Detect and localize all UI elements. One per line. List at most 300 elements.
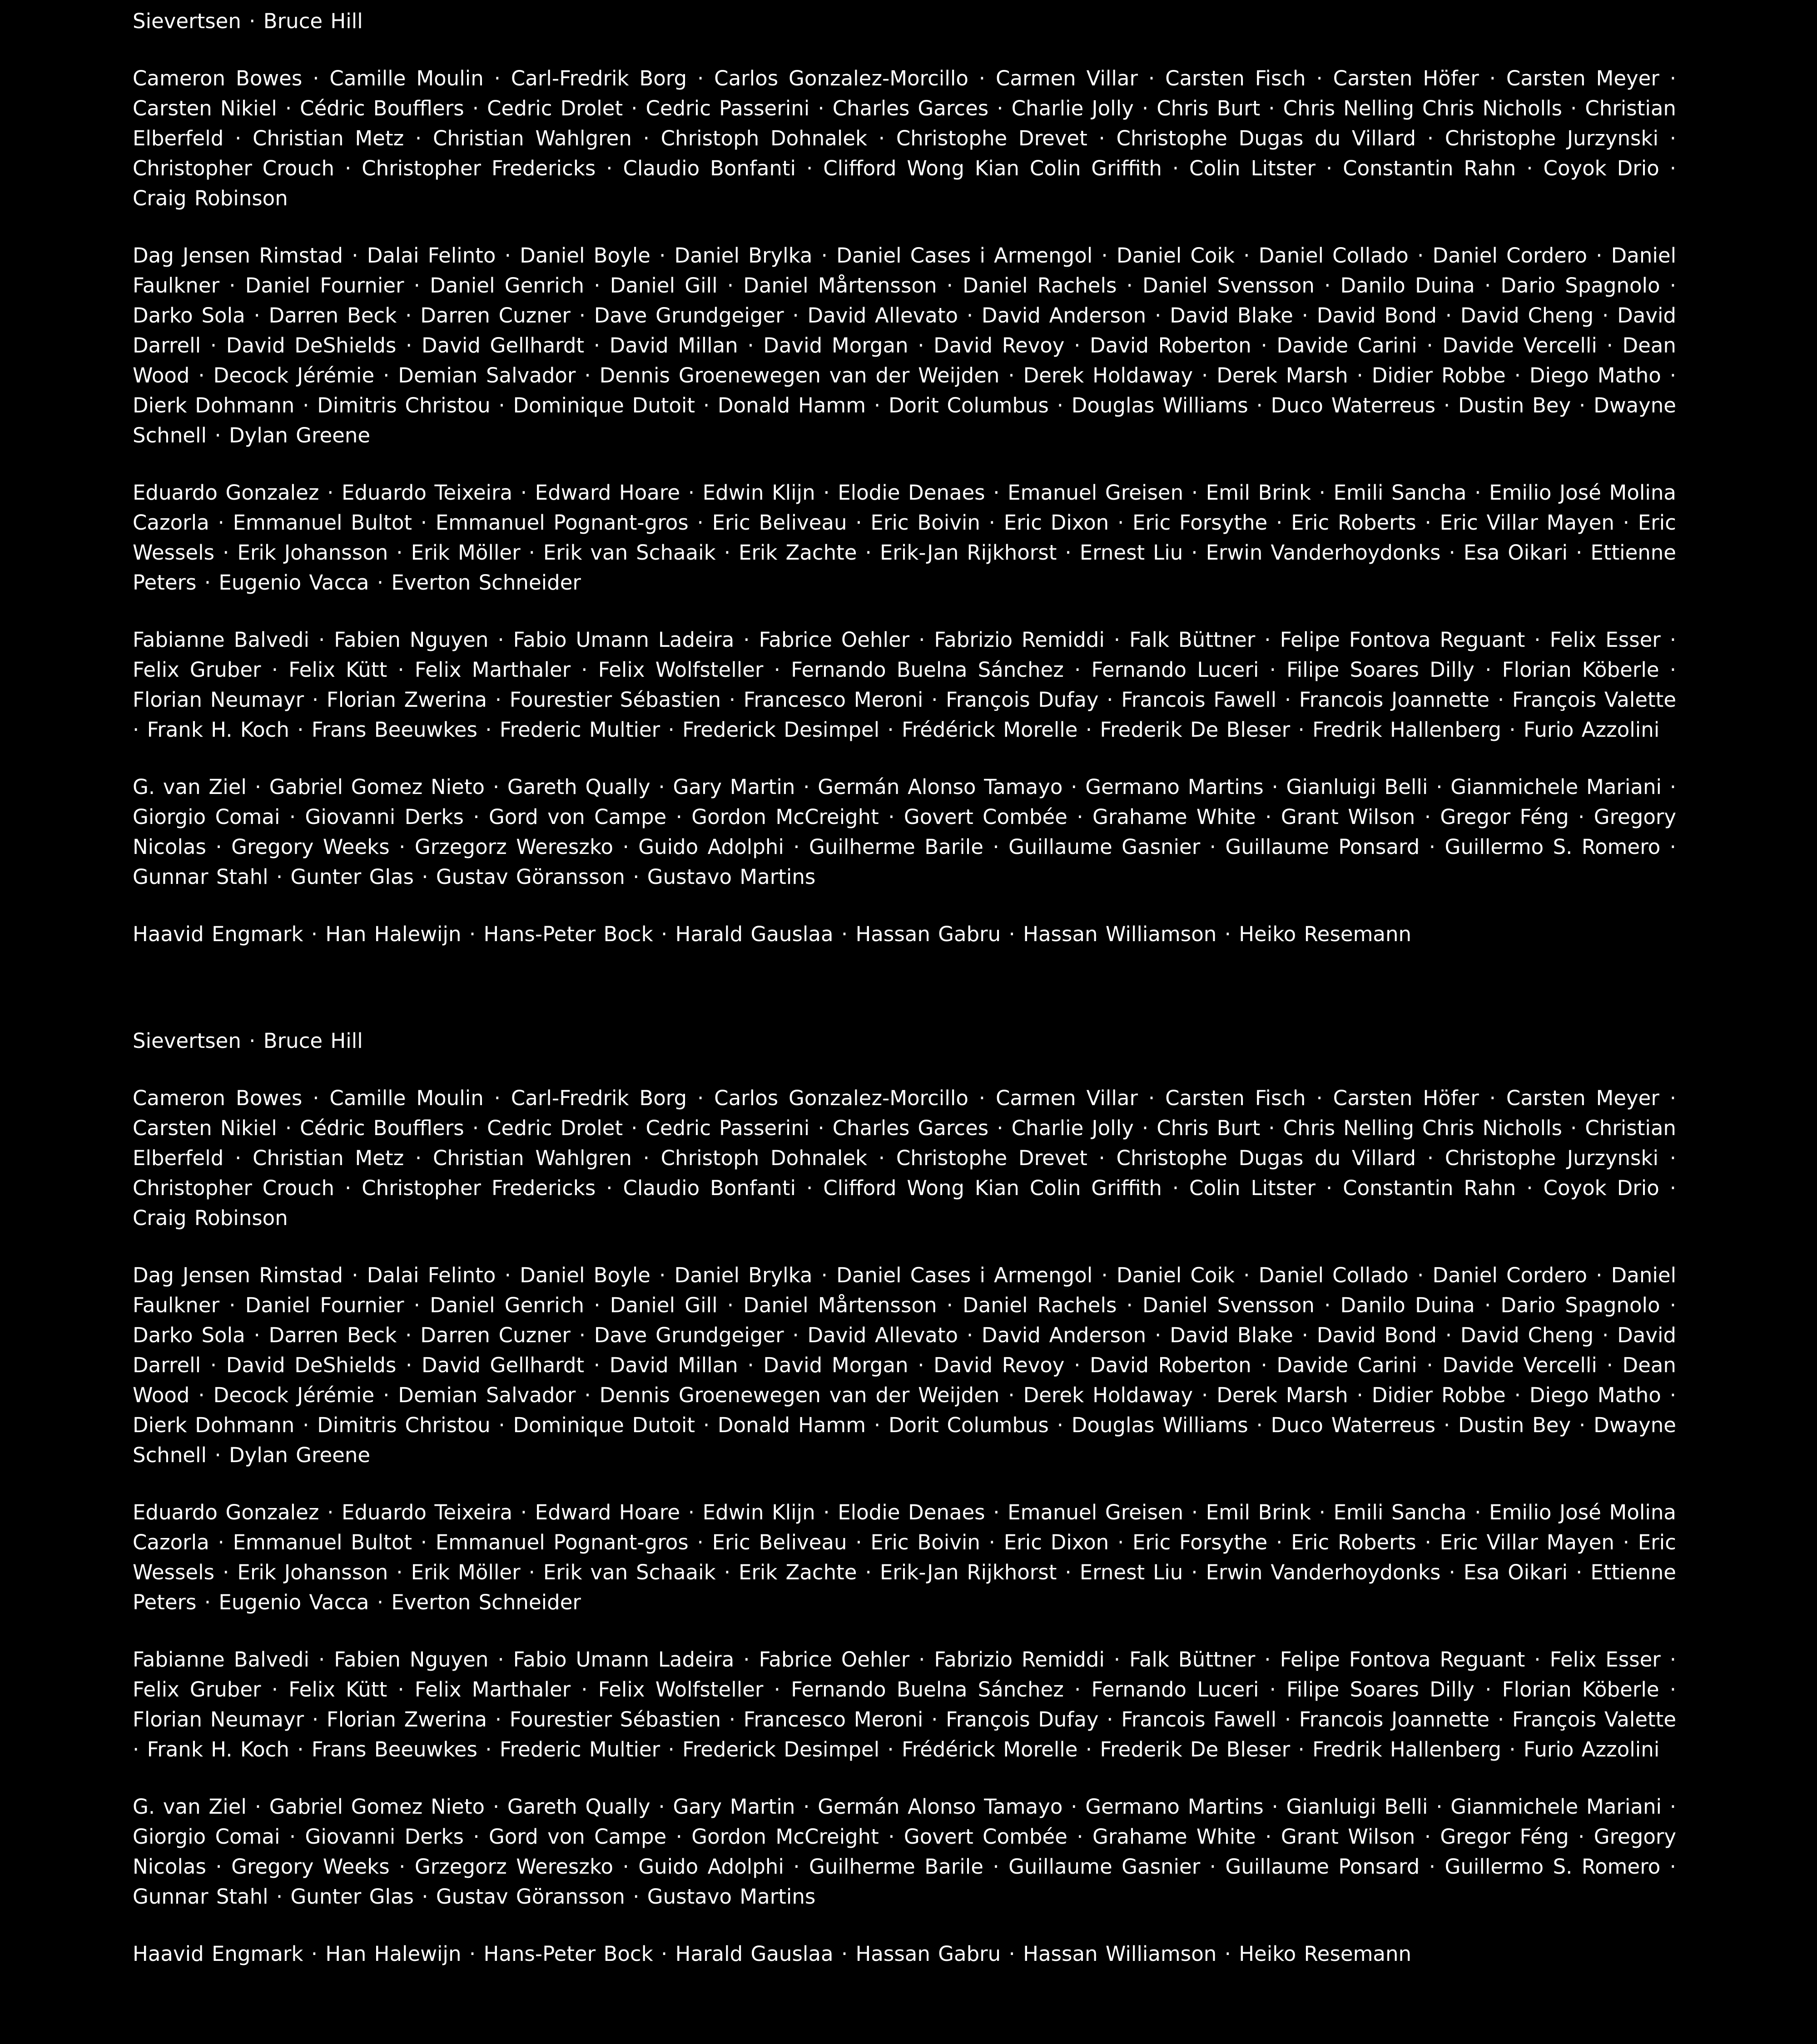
credit-name: Frans Beeuwkes: [311, 1737, 477, 1761]
name-separator: ·: [1260, 1116, 1283, 1140]
credit-name: David Millan: [609, 1353, 738, 1377]
credit-name: Chris Nelling Chris Nicholls: [1283, 96, 1562, 120]
credit-name: Dierk Dohmann: [133, 393, 295, 417]
credit-name: Dustin Bey: [1458, 393, 1571, 417]
name-separator: ·: [983, 1855, 1009, 1879]
credit-name: Erwin Vanderhoydonks: [1206, 541, 1441, 565]
name-separator: ·: [1571, 1413, 1594, 1437]
credit-name: Derek Holdaway: [1023, 1383, 1193, 1407]
credit-name: Hans-Peter Bock: [483, 922, 653, 946]
credit-name: Gunter Glas: [290, 1885, 414, 1909]
credit-name: Gunnar Stahl: [133, 865, 268, 889]
credit-name: Grant Wilson: [1281, 1825, 1415, 1849]
name-separator: ·: [303, 922, 326, 946]
credit-name: Daniel Fournier: [245, 273, 404, 298]
name-separator: ·: [908, 1353, 934, 1377]
name-separator: ·: [1062, 775, 1086, 799]
name-separator: ·: [133, 718, 147, 742]
name-separator: ·: [715, 541, 739, 565]
credit-name: Constantin Rahn: [1343, 156, 1516, 180]
credit-name: Cédric Boufflers: [300, 1116, 464, 1140]
name-separator: ·: [1137, 1086, 1166, 1110]
name-separator: ·: [1661, 1383, 1677, 1407]
credit-name: Francois Fawell: [1121, 1707, 1277, 1731]
credit-name: Francois Joannette: [1299, 1707, 1490, 1731]
credit-name: Gord von Campe: [489, 805, 667, 829]
credit-name: Daniel Collado: [1258, 1263, 1409, 1287]
name-separator: ·: [207, 1443, 229, 1467]
name-separator: ·: [1267, 511, 1291, 535]
credit-name: Guillaume Ponsard: [1225, 1855, 1420, 1879]
name-separator: ·: [999, 1383, 1023, 1407]
credits-paragraph: [133, 1026, 1676, 1056]
name-separator: ·: [1660, 1855, 1676, 1879]
credit-name: Dag Jensen Rimstad: [133, 243, 343, 268]
credit-name: Govert Combée: [904, 805, 1067, 829]
credit-name: Emanuel Greisen: [1008, 481, 1184, 505]
name-separator: ·: [613, 1855, 639, 1879]
credit-name: Didier Robbe: [1371, 1383, 1506, 1407]
name-separator: ·: [206, 1855, 232, 1879]
credit-name: Francesco Meroni: [743, 688, 923, 712]
credit-name: Cedric Drolet: [487, 96, 623, 120]
name-separator: ·: [1594, 1323, 1618, 1347]
name-separator: ·: [1315, 1176, 1343, 1200]
name-separator: ·: [280, 805, 305, 829]
credit-name: Daniel Mårtensson: [743, 1293, 937, 1317]
credit-name: David Anderson: [981, 303, 1147, 327]
name-separator: ·: [988, 1116, 1012, 1140]
name-separator: ·: [879, 805, 904, 829]
credit-name: Gunter Glas: [290, 865, 414, 889]
name-separator: ·: [1263, 775, 1286, 799]
credit-name: Filipe Soares Dilly: [1286, 658, 1474, 682]
name-separator: ·: [485, 1795, 507, 1819]
name-separator: ·: [389, 1855, 415, 1879]
credit-name: Daniel Genrich: [430, 1293, 585, 1317]
credit-name: Cedric Passerini: [645, 1116, 810, 1140]
credit-name: Furio Azzolini: [1523, 718, 1660, 742]
name-separator: ·: [720, 1707, 744, 1731]
credit-name: David Darrell: [133, 1323, 1677, 1377]
name-separator: ·: [660, 718, 683, 742]
credit-name: Everton Schneider: [391, 1590, 581, 1614]
credit-name: Darren Cuzner: [420, 1323, 571, 1347]
credit-name: Guido Adolphi: [638, 835, 784, 859]
name-separator: ·: [302, 1086, 330, 1110]
credit-name: Erik-Jan Rijkhorst: [879, 541, 1057, 565]
name-separator: ·: [302, 66, 330, 90]
name-separator: ·: [1067, 1825, 1092, 1849]
credit-name: Guillaume Gasnier: [1008, 1855, 1201, 1879]
credit-name: François Dufay: [946, 688, 1099, 712]
credit-name: Clifford Wong Kian Colin Griffith: [823, 1176, 1162, 1200]
credit-name: Carl-Fredrik Borg: [511, 66, 687, 90]
name-separator: ·: [1162, 1176, 1190, 1200]
credit-name: Emil Brink: [1206, 481, 1311, 505]
credit-name: Charles Garces: [832, 96, 989, 120]
name-separator: ·: [1314, 273, 1340, 298]
name-separator: ·: [1594, 303, 1618, 327]
credit-name: Hans-Peter Bock: [483, 1942, 653, 1966]
credit-name: Eric Villar Mayen: [1440, 511, 1614, 535]
credit-name: Gareth Qually: [507, 775, 650, 799]
credits-paragraph: [133, 6, 1676, 36]
credit-name: Emil Brink: [1206, 1500, 1311, 1524]
credit-name: Davide Carini: [1276, 1353, 1417, 1377]
credit-name: Carsten Nikiel: [133, 1116, 277, 1140]
credit-name: Dorit Columbus: [888, 393, 1049, 417]
name-separator: ·: [1162, 156, 1190, 180]
credit-name: David Roberton: [1090, 333, 1251, 357]
name-separator: ·: [1098, 688, 1122, 712]
name-separator: ·: [866, 393, 889, 417]
credit-name: Decock Jérémie: [213, 1383, 375, 1407]
credit-name: Ettienne Peters: [133, 541, 1676, 595]
name-separator: ·: [980, 1530, 1004, 1554]
name-separator: ·: [496, 1263, 520, 1287]
credit-name: Daniel Rachels: [963, 1293, 1117, 1317]
credit-name: Elodie Denaes: [838, 481, 985, 505]
credits-paragraph: [133, 625, 1676, 745]
credit-name: François Valette: [1512, 1707, 1677, 1731]
name-separator: ·: [717, 273, 744, 298]
credit-name: Erik Möller: [411, 1560, 521, 1584]
credit-name: Dean Wood: [133, 1353, 1676, 1407]
name-separator: ·: [613, 835, 639, 859]
credit-name: Daniel Faulkner: [133, 243, 1677, 298]
name-separator: ·: [206, 835, 232, 859]
credit-name: Fernando Buelna Sánchez: [791, 1677, 1064, 1702]
name-separator: ·: [1516, 156, 1544, 180]
credit-name: Hassan Williamson: [1023, 1942, 1217, 1966]
credits-paragraph: [133, 1792, 1676, 1912]
name-separator: ·: [1062, 1795, 1086, 1819]
credit-name: Cameron Bowes: [133, 66, 303, 90]
name-separator: ·: [650, 775, 673, 799]
name-separator: ·: [1255, 628, 1280, 652]
credit-name: Daniel Boyle: [520, 243, 650, 268]
name-separator: ·: [1109, 1530, 1133, 1554]
name-separator: ·: [584, 333, 610, 357]
name-separator: ·: [784, 1323, 808, 1347]
credit-name: Erik van Schaaik: [543, 1560, 716, 1584]
credit-name: Felix Wolfsteller: [598, 1677, 764, 1702]
credits-paragraph: [133, 64, 1676, 213]
credit-name: Gord von Campe: [489, 1825, 667, 1849]
name-separator: ·: [812, 243, 837, 268]
name-separator: ·: [369, 571, 392, 595]
name-separator: ·: [1248, 1413, 1271, 1437]
credit-name: Gary Martin: [673, 775, 795, 799]
name-separator: ·: [571, 1677, 598, 1702]
credit-name: Christian Elberfeld: [133, 96, 1676, 150]
credit-name: Carsten Höfer: [1333, 1086, 1479, 1110]
name-separator: ·: [1661, 1795, 1677, 1819]
name-separator: ·: [1569, 1825, 1594, 1849]
credit-name: Carsten Nikiel: [133, 96, 277, 120]
name-separator: ·: [1562, 96, 1585, 120]
credit-name: Emmanuel Pognant-gros: [435, 511, 689, 535]
credit-name: Dominique Dutoit: [513, 1413, 695, 1437]
credit-name: David Anderson: [981, 1323, 1147, 1347]
name-separator: ·: [487, 688, 510, 712]
name-separator: ·: [1440, 1560, 1464, 1584]
name-separator: ·: [1064, 333, 1090, 357]
name-separator: ·: [1146, 303, 1170, 327]
name-separator: ·: [1259, 658, 1287, 682]
credit-name: Hassan Williamson: [1023, 922, 1217, 946]
name-separator: ·: [1525, 628, 1550, 652]
name-separator: ·: [388, 1560, 411, 1584]
credit-name: Giovanni Derks: [305, 805, 464, 829]
name-separator: ·: [1077, 718, 1100, 742]
credit-name: Guillaume Ponsard: [1225, 835, 1420, 859]
credit-name: Bruce Hill: [263, 9, 363, 33]
credit-name: Gordon McCreight: [691, 805, 879, 829]
name-separator: ·: [1063, 1677, 1092, 1702]
name-separator: ·: [695, 1413, 718, 1437]
name-separator: ·: [1259, 1677, 1287, 1702]
credit-name: Florian Zwerina: [326, 1707, 487, 1731]
name-separator: ·: [387, 1677, 415, 1702]
name-separator: ·: [277, 96, 300, 120]
credit-name: Gary Martin: [673, 1795, 795, 1819]
credit-name: Sievertsen: [133, 9, 241, 33]
name-separator: ·: [763, 658, 791, 682]
credit-name: Filipe Soares Dilly: [1286, 1677, 1474, 1702]
credit-name: Dwayne Schnell: [133, 393, 1676, 447]
credit-name: Eric Dixon: [1003, 1530, 1109, 1554]
credit-name: David Cheng: [1460, 303, 1594, 327]
name-separator: ·: [512, 481, 535, 505]
credit-name: David Blake: [1170, 303, 1293, 327]
name-separator: ·: [1428, 1795, 1451, 1819]
credit-name: Edward Hoare: [535, 481, 680, 505]
name-separator: ·: [1659, 1677, 1676, 1702]
name-separator: ·: [334, 156, 362, 180]
name-separator: ·: [1133, 96, 1157, 120]
credit-name: Eric Beliveau: [712, 1530, 847, 1554]
name-separator: ·: [1659, 1176, 1677, 1200]
name-separator: ·: [209, 1530, 233, 1554]
name-separator: ·: [1251, 333, 1277, 357]
name-separator: ·: [387, 658, 415, 682]
credit-name: Christian Wahlgren: [432, 126, 632, 150]
name-separator: ·: [1569, 805, 1594, 829]
credits-paragraph: [133, 919, 1676, 949]
credit-name: Constantin Rahn: [1343, 1176, 1516, 1200]
name-separator: ·: [1415, 1825, 1440, 1849]
credit-name: Cedric Passerini: [645, 96, 810, 120]
name-separator: ·: [1067, 805, 1092, 829]
credit-name: Christopher Crouch: [133, 156, 335, 180]
name-separator: ·: [660, 1737, 683, 1761]
name-separator: ·: [1505, 1383, 1529, 1407]
name-separator: ·: [412, 1530, 436, 1554]
credit-name: Dimitris Christou: [317, 1413, 491, 1437]
credit-name: Dylan Greene: [228, 423, 371, 447]
name-separator: ·: [396, 333, 422, 357]
credit-name: Christian Metz: [253, 126, 404, 150]
credit-name: Erik Johansson: [237, 541, 388, 565]
name-separator: ·: [815, 1500, 838, 1524]
name-separator: ·: [214, 541, 238, 565]
name-separator: ·: [1568, 541, 1591, 565]
credit-name: Florian Neumayr: [133, 688, 304, 712]
credit-name: Daniel Faulkner: [133, 1263, 1677, 1317]
credit-name: Frédérick Morelle: [902, 718, 1078, 742]
credit-name: David Bond: [1316, 1323, 1437, 1347]
credit-name: Dominique Dutoit: [513, 393, 695, 417]
credit-name: Demian Salvador: [398, 1383, 576, 1407]
credit-name: Demian Salvador: [398, 363, 576, 387]
name-separator: ·: [461, 922, 484, 946]
credit-name: Charles Garces: [832, 1116, 989, 1140]
credit-name: Ernest Liu: [1079, 541, 1183, 565]
credit-name: Douglas Williams: [1071, 393, 1248, 417]
credit-name: Dimitris Christou: [317, 393, 491, 417]
name-separator: ·: [223, 126, 253, 150]
credit-name: François Valette: [1512, 688, 1677, 712]
name-separator: ·: [463, 805, 489, 829]
credit-name: Christophe Dugas du Villard: [1116, 126, 1416, 150]
name-separator: ·: [815, 481, 838, 505]
credit-name: Giorgio Comai: [133, 1825, 280, 1849]
name-separator: ·: [1256, 805, 1281, 829]
name-separator: ·: [268, 1885, 291, 1909]
credit-name: Daniel Fournier: [245, 1293, 404, 1317]
credit-name: Darko Sola: [133, 1323, 245, 1347]
credit-name: Eric Villar Mayen: [1440, 1530, 1614, 1554]
name-separator: ·: [1489, 688, 1512, 712]
credit-name: Falk Büttner: [1129, 1647, 1256, 1672]
credit-name: Esa Oikari: [1463, 541, 1568, 565]
name-separator: ·: [207, 423, 229, 447]
credit-name: Dave Grundgeiger: [594, 1323, 784, 1347]
credit-name: Carsten Meyer: [1506, 1086, 1659, 1110]
name-separator: ·: [866, 1413, 889, 1437]
credit-name: Gregory Nicolas: [133, 1825, 1677, 1879]
credit-name: Gregory Weeks: [231, 835, 390, 859]
name-separator: ·: [1290, 1737, 1313, 1761]
name-separator: ·: [1489, 1707, 1512, 1731]
name-separator: ·: [488, 628, 513, 652]
credit-name: Christoph Dohnalek: [660, 1146, 868, 1170]
name-separator: ·: [687, 1086, 715, 1110]
credit-name: G. van Ziel: [133, 1795, 247, 1819]
credit-name: Daniel Gill: [610, 1293, 718, 1317]
credit-name: Fredrik Hallenberg: [1312, 718, 1501, 742]
name-separator: ·: [1474, 658, 1502, 682]
name-separator: ·: [763, 1677, 791, 1702]
name-separator: ·: [1290, 718, 1313, 742]
name-separator: ·: [1087, 1146, 1117, 1170]
name-separator: ·: [1516, 1176, 1544, 1200]
name-separator: ·: [1348, 363, 1372, 387]
credit-name: David Gellhardt: [421, 333, 585, 357]
credit-name: Dorit Columbus: [888, 1413, 1049, 1437]
credit-name: Eric Roberts: [1291, 1530, 1416, 1554]
name-separator: ·: [795, 775, 818, 799]
name-separator: ·: [1098, 1707, 1122, 1731]
credit-name: Carlos Gonzalez-Morcillo: [714, 1086, 968, 1110]
name-separator: ·: [576, 363, 600, 387]
credit-name: Felix Marthaler: [414, 658, 571, 682]
credit-name: Craig Robinson: [133, 186, 288, 210]
credit-name: Florian Köberle: [1502, 658, 1659, 682]
name-separator: ·: [374, 363, 398, 387]
name-separator: ·: [687, 66, 715, 90]
credit-name: Gustavo Martins: [647, 865, 816, 889]
credit-name: Daniel Mårtensson: [743, 273, 937, 298]
credit-name: Felipe Fontova Reguant: [1280, 1647, 1525, 1672]
credit-name: Didier Robbe: [1371, 363, 1506, 387]
name-separator: ·: [1597, 333, 1623, 357]
name-separator: ·: [343, 1263, 367, 1287]
name-separator: ·: [1183, 481, 1206, 505]
name-separator: ·: [1614, 1530, 1638, 1554]
credit-name: Gustav Göransson: [436, 1885, 625, 1909]
credit-name: Carsten Fisch: [1165, 66, 1306, 90]
name-separator: ·: [879, 1737, 902, 1761]
name-separator: ·: [496, 243, 520, 268]
credit-name: David Morgan: [763, 333, 908, 357]
name-separator: ·: [396, 1353, 422, 1377]
name-separator: ·: [738, 333, 764, 357]
credit-name: Clifford Wong Kian Colin Griffith: [823, 156, 1162, 180]
name-separator: ·: [1597, 1353, 1623, 1377]
name-separator: ·: [1311, 1500, 1334, 1524]
name-separator: ·: [623, 96, 646, 120]
name-separator: ·: [1200, 1855, 1226, 1879]
credit-name: Grahame White: [1092, 1825, 1256, 1849]
name-separator: ·: [404, 1293, 430, 1317]
credit-name: Emilio José Molina Cazorla: [133, 481, 1676, 535]
name-separator: ·: [695, 393, 718, 417]
name-separator: ·: [650, 1263, 675, 1287]
name-separator: ·: [490, 1413, 513, 1437]
name-separator: ·: [245, 303, 269, 327]
name-separator: ·: [1293, 1323, 1317, 1347]
name-separator: ·: [734, 1647, 759, 1672]
name-separator: ·: [1416, 1146, 1445, 1170]
name-separator: ·: [1256, 1825, 1281, 1849]
credit-name: Edwin Klijn: [702, 1500, 815, 1524]
name-separator: ·: [319, 481, 342, 505]
credit-name: Dario Spagnolo: [1500, 273, 1660, 298]
credit-name: Felipe Fontova Reguant: [1280, 628, 1525, 652]
credit-name: Dennis Groenewegen van der Weijden: [599, 363, 1000, 387]
credit-name: Felix Gruber: [133, 658, 261, 682]
credit-name: Dennis Groenewegen van der Weijden: [599, 1383, 1000, 1407]
credit-name: Daniel Rachels: [963, 273, 1117, 298]
credit-name: Erik van Schaaik: [543, 541, 716, 565]
credit-name: Eduardo Teixeira: [342, 481, 513, 505]
credit-name: Daniel Brylka: [674, 1263, 813, 1287]
credit-name: David DeShields: [226, 333, 397, 357]
credit-name: Germán Alonso Tamayo: [818, 1795, 1063, 1819]
credit-name: Francesco Meroni: [743, 1707, 923, 1731]
name-separator: ·: [1293, 303, 1317, 327]
credit-name: Claudio Bonfanti: [623, 156, 796, 180]
name-separator: ·: [488, 1647, 513, 1672]
name-separator: ·: [1416, 511, 1440, 535]
name-separator: ·: [1416, 1530, 1440, 1554]
name-separator: ·: [833, 1942, 856, 1966]
name-separator: ·: [734, 628, 759, 652]
credit-name: Carl-Fredrik Borg: [511, 1086, 687, 1110]
